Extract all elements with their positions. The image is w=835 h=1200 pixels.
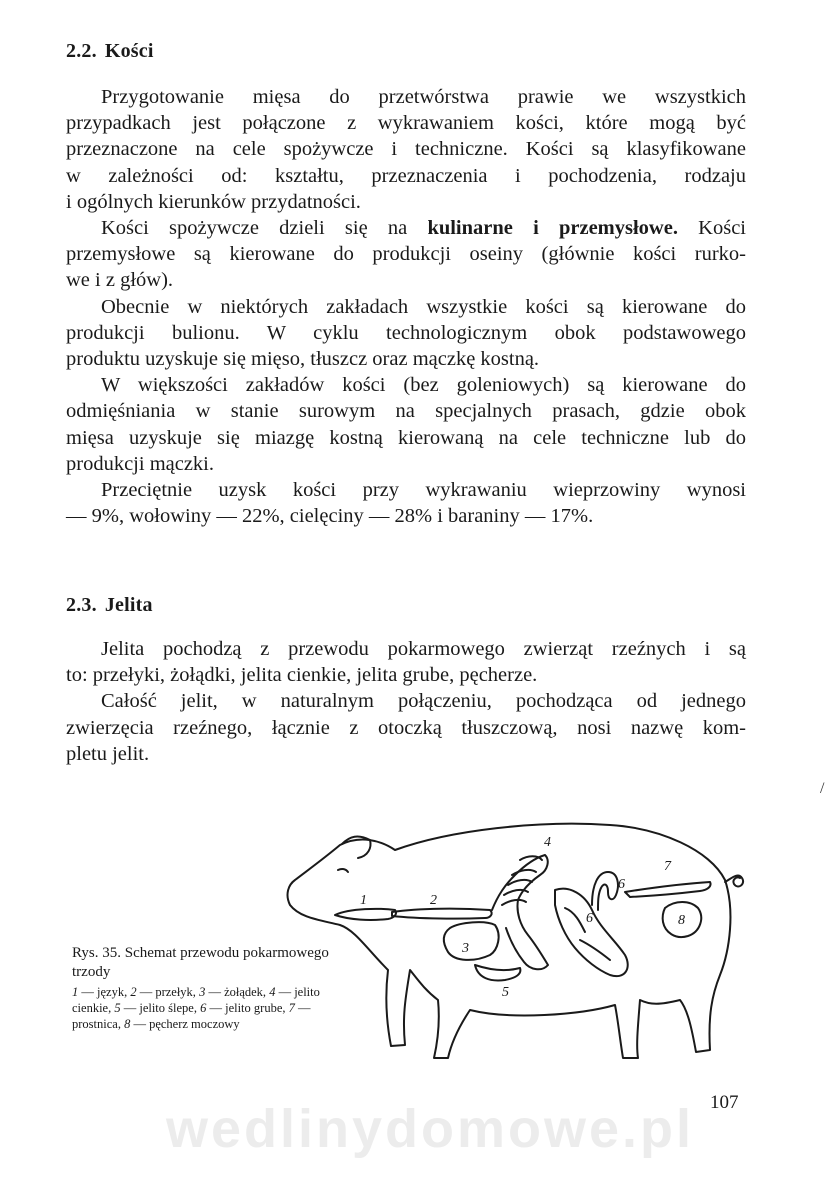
text-line: odmięśniania w stanie surowym na specjalnych prasach, gdzie obok [66,400,746,423]
pig-tail [725,875,743,886]
diagram-label: 6 [586,911,593,926]
text-line: produkcji bulionu. W cyklu technologicznym obok podstawowego [66,321,746,344]
text-line: przemysłowe są kierowane do produkcji oseiny (głównie kości rurko- [66,243,746,266]
tongue [335,909,396,920]
caption-title: Rys. 35. Schemat przewodu pokarmowego trzody [72,945,329,980]
scan-artifact: / [820,780,825,797]
watermark: wedlinydomowe.pl [165,1099,695,1159]
section-heading-jelita [66,594,153,617]
diagram-label: 6 [618,877,625,892]
figure-caption [72,944,357,1032]
text-run: Kości spożywcze dzieli się na [101,217,408,240]
legend-item: 5 — jelito ślepe, [114,1001,197,1015]
diagram-label: 4 [544,835,551,850]
bold-term: kulinarne i przemysłowe. [427,217,678,240]
pig-digestive-tract-diagram [280,800,760,1075]
text-line: przeznaczone na cele spożywcze i techniczne. Kości są klasyfikowane [66,138,746,161]
text-line: Przygotowanie mięsa do przetwórstwa prawie we wszystkich [101,86,746,108]
section-title: Jelita [104,594,153,616]
legend-item: 6 — jelito grube, [200,1001,286,1015]
text-line: Jelita pochodzą z przewodu pokarmowego zwierząt rzeźnych i są [101,638,746,660]
text-line: we i z głów). [66,269,174,292]
page-number: 107 [710,1092,739,1113]
text-line: i ogólnych kierunków przydatności. [66,190,361,213]
diagram-label: 8 [678,913,685,928]
text-line: to: przełyki, żołądki, jelita cienkie, jelita grube, pęcherze. [66,664,538,687]
legend-item: 8 — pęcherz moczowy [124,1017,240,1031]
text-line-mixed [66,215,746,241]
large-intestine-loop [592,872,618,910]
legend-item: 7 — prostnica, [72,1001,311,1031]
rectum [625,882,711,897]
text-line: mięsa uzyskuje się miazgę kostną kierowaną na cele techniczne lub do [66,426,746,449]
esophagus [392,909,492,919]
text-line: przypadkach jest połączone z wykrawaniem kości, które mogą być [66,112,746,135]
section-number: 2.3. [66,594,97,616]
diagram-label: 1 [360,893,367,908]
text-line: — 9%, wołowiny — 22%, cielęciny — 28% i baraniny — 17%. [66,505,594,528]
text-line: pletu jelit. [66,742,150,765]
figure-legend [72,984,357,1032]
pig-eye [338,869,348,872]
text-line: zwierzęcia rzeźnego, łącznie z otoczką tłuszczową, nosi nazwę kom- [66,716,746,739]
caecum [475,965,520,980]
text-line: Przeciętnie uzysk kości przy wykrawaniu wieprzowiny wynosi [101,479,746,502]
diagram-label: 3 [462,941,469,956]
text-line: Obecnie w niektórych zakładach wszystkie kości są kierowane do [101,295,746,318]
legend-item: 4 — jelito cienkie, [72,985,320,1015]
diagram-label: 7 [664,859,671,874]
diagram-label: 2 [430,893,437,908]
text-line: W większości zakładów kości (bez goleniowych) są kierowane do [101,374,746,397]
section-heading-kosci [66,40,154,63]
text-line: produktu uzyskuje się mięso, tłuszcz oraz mączkę kostną. [66,348,540,371]
diagram-label: 5 [502,985,509,1000]
legend-item: 1 — język, [72,985,128,999]
text-run: Kości [698,217,746,240]
text-line: w zależności od: kształtu, przeznaczenia i pochodzenia, rodzaju [66,164,746,187]
section-title: Kości [104,40,154,62]
section-body-kosci [66,84,746,529]
legend-item: 3 — żołądek, [199,985,267,999]
text-line: produkcji mączki. [66,452,215,475]
section-number: 2.2. [66,40,97,62]
legend-item: 2 — przełyk, [130,985,196,999]
stomach [444,922,499,960]
section-body-jelita [66,636,746,767]
text-line: Całość jelit, w naturalnym połączeniu, pochodząca od jednego [101,690,746,713]
